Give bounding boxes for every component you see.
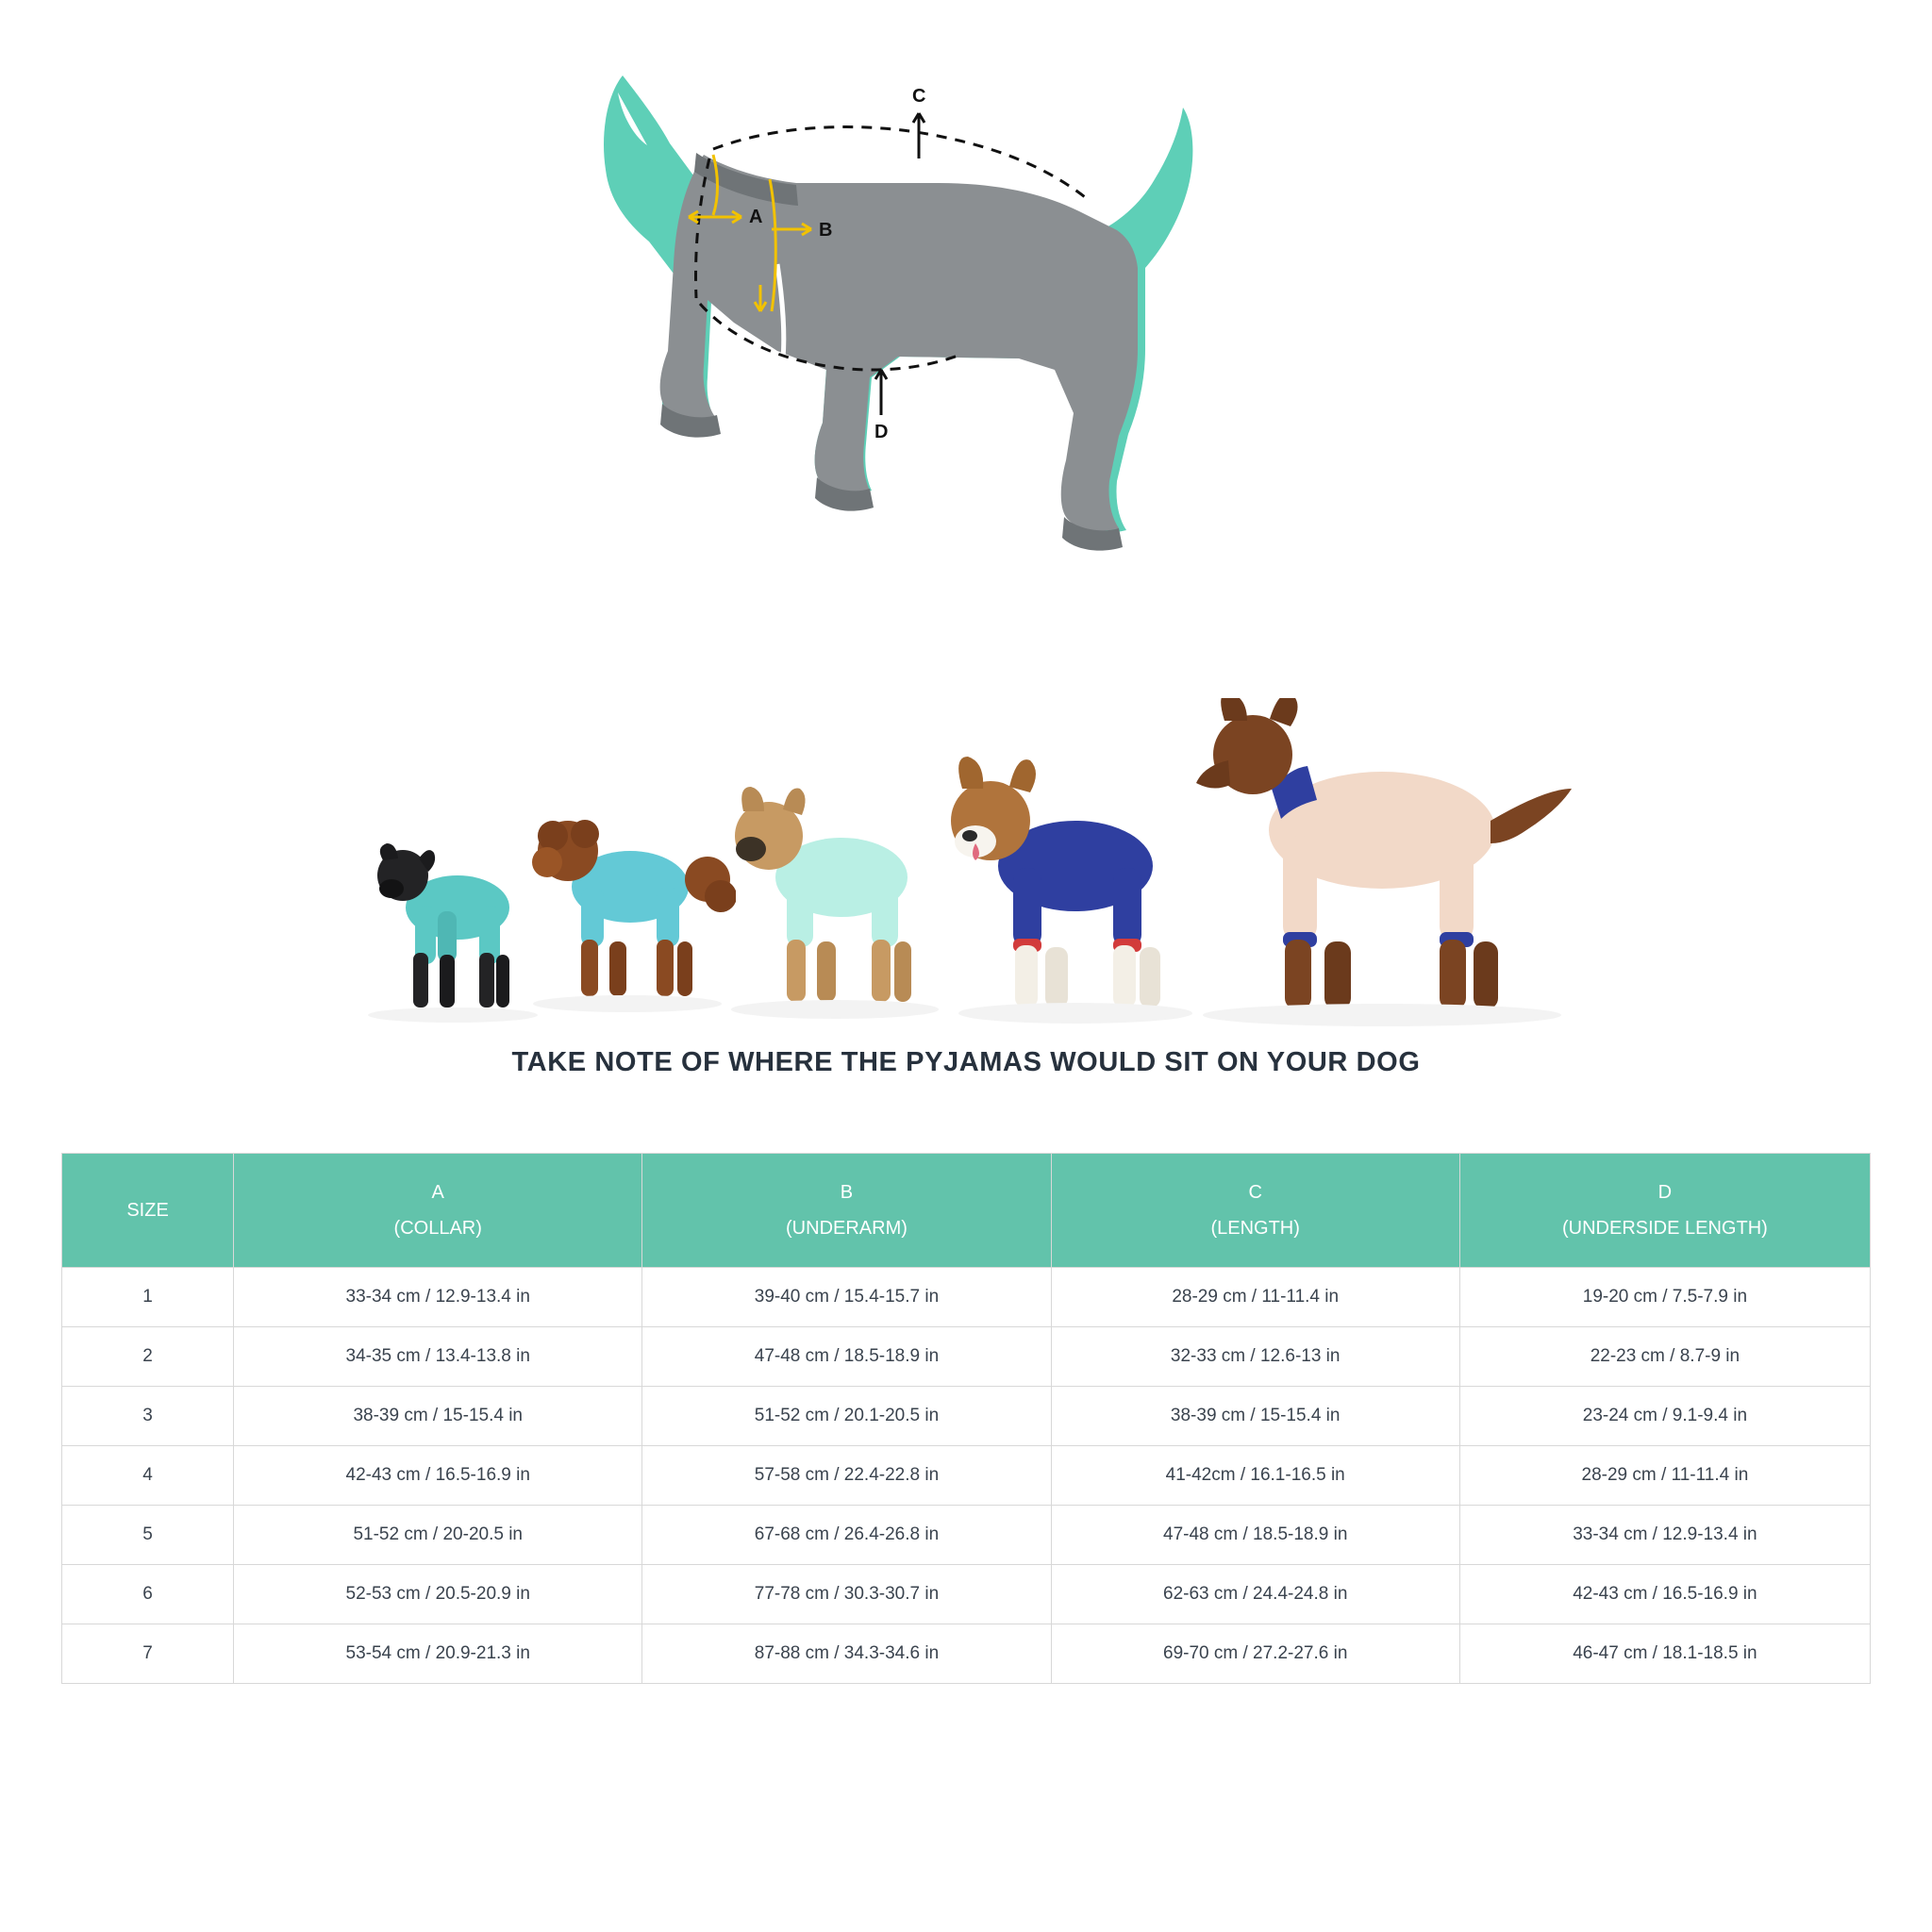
cell-size: 2 [62,1327,234,1387]
photo-brown-poodle-in-pyjamas [519,792,736,1028]
cell-length: 38-39 cm / 15-15.4 in [1051,1387,1459,1446]
table-row [62,1387,1871,1446]
cell-length: 62-63 cm / 24.4-24.8 in [1051,1565,1459,1624]
size-chart-table [61,1153,1871,1684]
table-row [62,1624,1871,1684]
cell-size: 1 [62,1268,234,1327]
dog-photo-row [358,689,1604,1028]
table-row [62,1327,1871,1387]
caption-text: TAKE NOTE OF WHERE THE PYJAMAS WOULD SIT ON YOUR DOG [511,1047,1421,1077]
cell-length: 32-33 cm / 12.6-13 in [1051,1327,1459,1387]
cell-underarm: 57-58 cm / 22.4-22.8 in [642,1446,1051,1506]
cell-length: 41-42cm / 16.1-16.5 in [1051,1446,1459,1506]
table-row [62,1446,1871,1506]
cell-underside-length: 19-20 cm / 7.5-7.9 in [1459,1268,1870,1327]
cell-size: 4 [62,1446,234,1506]
cell-collar: 51-52 cm / 20-20.5 in [234,1506,642,1565]
size-chart-container [61,1153,1871,1684]
column-header-d-sub: (UNDERSIDE LENGTH) [1562,1218,1768,1239]
cell-underside-length: 46-47 cm / 18.1-18.5 in [1459,1624,1870,1684]
photo-french-bulldog-in-pyjamas [717,774,953,1028]
cell-collar: 53-54 cm / 20.9-21.3 in [234,1624,642,1684]
cell-length: 69-70 cm / 27.2-27.6 in [1051,1624,1459,1684]
column-header-d-letter: D [1657,1182,1673,1203]
cell-underarm: 67-68 cm / 26.4-26.8 in [642,1506,1051,1565]
table-row [62,1268,1871,1327]
column-header-d [1459,1154,1870,1268]
cell-underarm: 51-52 cm / 20.1-20.5 in [642,1387,1051,1446]
cell-underarm: 77-78 cm / 30.3-30.7 in [642,1565,1051,1624]
cell-collar: 38-39 cm / 15-15.4 in [234,1387,642,1446]
table-row [62,1506,1871,1565]
cell-size: 7 [62,1624,234,1684]
cell-underside-length: 28-29 cm / 11-11.4 in [1459,1446,1870,1506]
label-d-leader [875,370,887,415]
photo-kelpie-in-pyjamas [1179,698,1585,1028]
label-b: B [819,220,833,241]
column-header-b-letter: B [840,1182,854,1203]
column-header-size [62,1154,234,1268]
column-header-a-letter: A [431,1182,444,1203]
cell-underarm: 47-48 cm / 18.5-18.9 in [642,1327,1051,1387]
label-c: C [912,86,926,107]
table-row [62,1565,1871,1624]
cell-underarm: 87-88 cm / 34.3-34.6 in [642,1624,1051,1684]
column-header-a [234,1154,642,1268]
cell-collar: 34-35 cm / 13.4-13.8 in [234,1327,642,1387]
column-header-c-letter: C [1248,1182,1262,1203]
cell-length: 47-48 cm / 18.5-18.9 in [1051,1506,1459,1565]
label-d: D [874,422,889,442]
column-header-size-letter: SIZE [126,1200,169,1221]
cell-collar: 33-34 cm / 12.9-13.4 in [234,1268,642,1327]
cell-length: 28-29 cm / 11-11.4 in [1051,1268,1459,1327]
table-header-row [62,1154,1871,1268]
cell-underside-length: 33-34 cm / 12.9-13.4 in [1459,1506,1870,1565]
column-header-b [642,1154,1051,1268]
column-header-c [1051,1154,1459,1268]
cell-underside-length: 23-24 cm / 9.1-9.4 in [1459,1387,1870,1446]
label-c-leader [913,113,924,158]
dog-measurement-illustration [494,38,1438,679]
cell-size: 3 [62,1387,234,1446]
label-a: A [749,207,763,227]
cell-size: 5 [62,1506,234,1565]
cell-collar: 42-43 cm / 16.5-16.9 in [234,1446,642,1506]
column-header-b-sub: (UNDERARM) [786,1218,908,1239]
photo-corgi-in-pyjamas [934,745,1198,1028]
cell-underarm: 39-40 cm / 15.4-15.7 in [642,1268,1051,1327]
cell-collar: 52-53 cm / 20.5-20.9 in [234,1565,642,1624]
measurement-diagram [0,38,1932,698]
cell-size: 6 [62,1565,234,1624]
column-header-c-sub: (LENGTH) [1210,1218,1300,1239]
cell-underside-length: 22-23 cm / 8.7-9 in [1459,1327,1870,1387]
cell-underside-length: 42-43 cm / 16.5-16.9 in [1459,1565,1870,1624]
column-header-a-sub: (COLLAR) [393,1218,482,1239]
